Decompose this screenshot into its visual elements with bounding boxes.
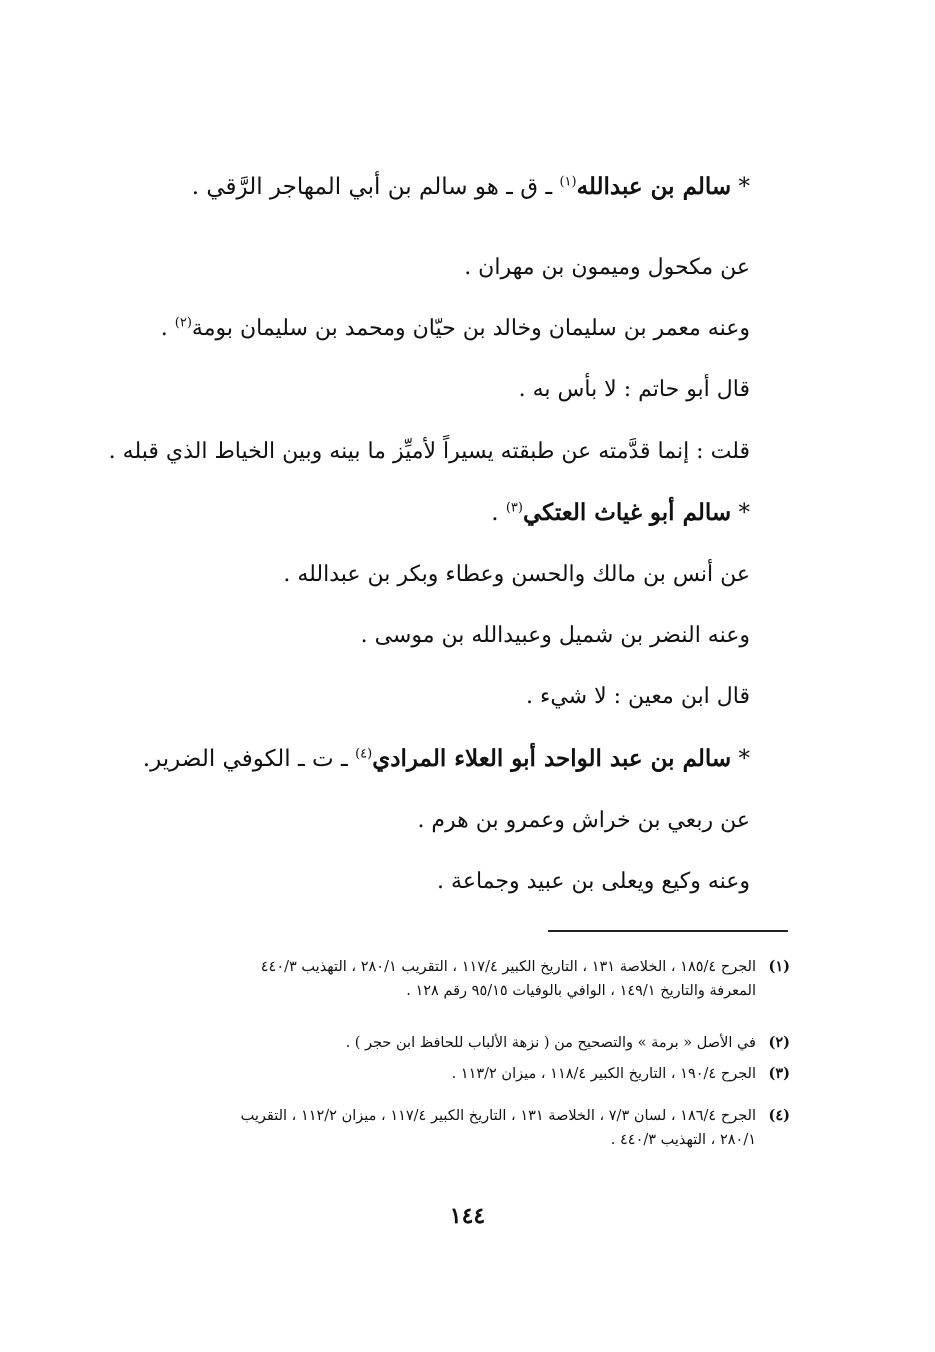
- footnote-ref[interactable]: (٢): [174, 315, 192, 331]
- entry-description: .: [491, 500, 506, 526]
- footnote-text: الجرح ١٩٠/٤ ، التاريخ الكبير ١١٨/٤ ، ميزان ١١٣/٢ .: [451, 1066, 756, 1082]
- footnote-ref[interactable]: (٣): [505, 500, 523, 516]
- footnote: [130, 1031, 790, 1055]
- entry-line: قال ابن معين : لا شيء .: [526, 684, 750, 709]
- entry-line: قال أبو حاتم : لا بأس به .: [518, 377, 750, 402]
- footnote-number: (٣): [768, 1065, 790, 1082]
- entry-line-text: وعنه معمر بن سليمان وخالد بن حيّان ومحمد بن سليمان بومة: [191, 316, 750, 341]
- entry-line: قلت : إنما قدَّمته عن طبقته يسيراً لأميِّز ما بينه وبين الخياط الذي قبله .: [108, 439, 750, 464]
- entry-name: سالم بن عبد الواحد أبو العلاء المرادي: [372, 745, 732, 772]
- footnote: [130, 955, 790, 1003]
- footnote-ref[interactable]: (١): [559, 174, 577, 190]
- footnote-number: (١): [768, 958, 790, 975]
- footnote: [130, 1104, 790, 1152]
- entry-star: *: [738, 500, 750, 526]
- entry-line: عن أنس بن مالك والحسن وعطاء وبكر بن عبدالله .: [283, 562, 750, 587]
- entry-line: عن مكحول وميمون بن مهران .: [464, 255, 750, 280]
- entry-heading: [143, 744, 750, 774]
- entry-line: عن ربعي بن خراش وعمرو بن هرم .: [417, 808, 750, 833]
- entry-heading: [491, 498, 750, 528]
- footnote-number: (٢): [768, 1034, 790, 1051]
- entry-line-end: .: [160, 316, 175, 341]
- entry-description: ـ ت ـ الكوفي الضرير.: [142, 746, 356, 772]
- entry-name: سالم بن عبدالله: [576, 173, 732, 200]
- entry-line: وعنه النضر بن شميل وعبيدالله بن موسى .: [360, 623, 750, 648]
- footnote-text: الجرح ١٨٦/٤ ، لسان ٧/٣ ، الخلاصة ١٣١ ، التاريخ الكبير ١١٧/٤ ، ميزان ١١٢/٢ ، التقريب: [240, 1108, 756, 1124]
- entry-star: *: [738, 174, 750, 200]
- entry-name: سالم أبو غياث العتكي: [522, 499, 732, 526]
- footnote-continuation: ٢٨٠/١ ، التهذيب ٤٤٠/٣ .: [610, 1132, 756, 1148]
- footnote-ref[interactable]: (٤): [355, 746, 373, 762]
- entry-line: [161, 314, 750, 344]
- entry-heading: [192, 172, 750, 202]
- footnote-continuation: المعرفة والتاريخ ١٤٩/١ ، الوافي بالوفيات ٩٥/١٥ رقم ١٢٨ .: [406, 983, 756, 999]
- footnote-text: في الأصل « برمة » والتصحيح من ( نزهة الألباب للحافظ ابن حجر ) .: [345, 1035, 756, 1051]
- entry-star: *: [738, 746, 750, 772]
- footnote: [130, 1062, 790, 1086]
- entry-line: وعنه وكيع ويعلى بن عبيد وجماعة .: [437, 869, 750, 894]
- footnote-separator: [548, 930, 788, 932]
- page-number: ١٤٤: [449, 1203, 486, 1229]
- footnote-text: الجرح ١٨٥/٤ ، الخلاصة ١٣١ ، التاريخ الكبير ١١٧/٤ ، التقريب ٢٨٠/١ ، التهذيب ٤٤٠/٣: [260, 959, 756, 975]
- entry-description: ـ ق ـ هو سالم بن أبي المهاجر الرَّقي .: [191, 174, 560, 200]
- footnote-number: (٤): [768, 1107, 790, 1124]
